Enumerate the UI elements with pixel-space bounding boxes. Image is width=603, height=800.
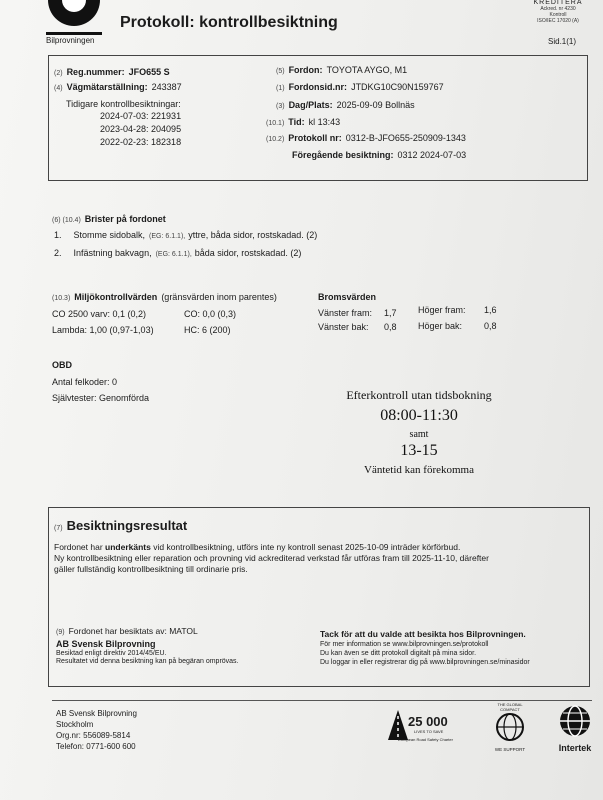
defect-desc: yttre, båda sidor, rostskadad. (2) [188, 230, 318, 240]
defect-number: 2. [54, 248, 62, 258]
retest-stamp [330, 388, 508, 476]
prev-inspection-item: 2022-02-23: 182318 [100, 137, 182, 147]
vin-value: JTDKG10C90N159767 [351, 82, 444, 92]
brand-name: Bilprovningen [46, 36, 95, 45]
env-heading [52, 292, 277, 302]
page-title: Protokoll: kontrollbesiktning [120, 14, 338, 31]
env-co2500: CO 2500 varv: 0,1 (0,2) [52, 309, 147, 319]
brake-left-rear-value: 0,8 [384, 322, 397, 332]
footer-address [56, 708, 137, 752]
field-code: (6) (10.4) [52, 217, 81, 224]
review-note: Resultatet vid denna besiktning kan på begäran omprövas. [56, 658, 239, 665]
seal-text: KREDITERA [533, 0, 583, 6]
inspector: Fordonet har besiktats av: MATOL [68, 626, 198, 636]
time-value: kl 13:43 [308, 117, 341, 127]
charter-sub: LIVES TO SAVE [414, 729, 444, 734]
time-key: Tid: [288, 117, 305, 127]
protocol-number-row [266, 133, 466, 143]
field-code: (5) [276, 68, 285, 75]
defect-item [54, 248, 301, 258]
protocol-value: 0312-B-JFO655-250909-1343 [345, 133, 466, 143]
odometer-row [54, 82, 182, 92]
defect-part: Stomme sidobalk, [73, 230, 146, 240]
result-line [54, 542, 582, 553]
intertek-globe-icon [558, 704, 592, 738]
bilprovningen-logo-icon [46, 0, 102, 36]
stamp-line: samt [409, 429, 429, 440]
stamp-hours: 08:00-11:30 [380, 407, 458, 424]
time-row [266, 117, 340, 127]
defect-part: Infästning bakvagn, [73, 248, 152, 258]
env-co: CO: 0,0 (0,3) [184, 309, 237, 319]
env-lambda: Lambda: 1,00 (0,97-1,03) [52, 325, 154, 335]
charter-number: 25 000 [408, 714, 448, 729]
brake-right-rear-key: Höger bak: [418, 321, 463, 331]
defect-number: 1. [54, 230, 62, 240]
field-code: (7) [54, 525, 63, 532]
field-code: (10.2) [266, 136, 285, 143]
accreditation-seal [520, 0, 596, 32]
result-line: gäller fullständig kontrollbesiktning till ordinarie pris. [54, 564, 248, 574]
field-code: (1) [276, 85, 285, 92]
footer-line: Telefon: 0771-600 600 [56, 742, 136, 751]
inspector-row [56, 626, 198, 636]
brake-left-front-value: 1,7 [384, 308, 397, 318]
prev-inspection-key: Föregående besiktning: [292, 150, 394, 160]
field-code: (4) [54, 85, 63, 92]
stamp-line: Efterkontroll utan tidsbokning [346, 388, 492, 402]
login-note: Du loggar in eller registrerar dig på www.bilprovningen.se/minasidor [320, 659, 530, 666]
defects-title: Brister på fordonet [84, 214, 166, 224]
footer-divider [52, 700, 592, 701]
gc-bottom: WE SUPPORT [494, 747, 526, 752]
prev-inspection-item: 2024-07-03: 221931 [100, 111, 182, 121]
reg-row [54, 67, 170, 77]
intertek-name: Intertek [558, 743, 592, 753]
road-safety-charter-logo [384, 700, 464, 752]
field-code: (10.3) [52, 295, 71, 302]
env-title: Miljökontrollvärden [74, 292, 158, 302]
odometer-value: 243387 [151, 82, 182, 92]
global-compact-logo [488, 702, 532, 754]
defect-desc: båda sidor, rostskadad. (2) [194, 248, 302, 258]
result-text [54, 542, 582, 575]
seal-line: Kontroll [549, 12, 567, 18]
date-place-row [276, 100, 415, 110]
stamp-hours: 13-15 [400, 442, 438, 459]
brake-right-front-value: 1,6 [484, 305, 497, 315]
field-code: (10.1) [266, 120, 285, 127]
obd-faults: Antal felkoder: 0 [52, 377, 118, 387]
defects-heading [52, 214, 166, 224]
result-heading [54, 518, 187, 533]
brake-left-rear-key: Vänster bak: [318, 322, 369, 332]
vehicle-key: Fordon: [288, 65, 323, 75]
charter-text: European Road Safety Charter [398, 737, 453, 742]
reg-key: Reg.nummer: [66, 67, 125, 77]
prev-inspections-title: Tidigare kontrollbesiktningar: [66, 99, 181, 109]
gc-top: THE GLOBAL COMPACT [497, 702, 523, 712]
result-title: Besiktningsresultat [66, 518, 188, 533]
seal-line: Ackred. nr 4230 [540, 6, 576, 12]
date-value: 2025-09-09 Bollnäs [336, 100, 415, 110]
footer-line: Org.nr: 556089-5814 [56, 731, 131, 740]
company-name: AB Svensk Bilprovning [56, 639, 156, 649]
defect-item [54, 230, 317, 240]
stamp-line: Väntetid kan förekomma [364, 464, 474, 476]
defect-ref: (EG: 6.1.1), [149, 233, 186, 240]
obd-title: OBD [52, 360, 72, 370]
footer-line: AB Svensk Bilprovning [56, 709, 137, 718]
brake-right-front-key: Höger fram: [418, 305, 466, 315]
footer-line: Stockholm [56, 720, 94, 729]
field-code: (3) [276, 103, 285, 110]
prev-inspection-value: 0312 2024-07-03 [397, 150, 467, 160]
vin-key: Fordonsid.nr: [288, 82, 348, 92]
page-number: Sid.1(1) [548, 37, 577, 46]
prev-inspection-item: 2023-04-28: 204095 [100, 124, 182, 134]
result-part: vid kontrollbesiktning, utförs inte ny kontroll senast 2025-10-09 inträder körförbud. [150, 542, 461, 552]
vehicle-value: TOYOTA AYGO, M1 [326, 65, 408, 75]
field-code: (9) [56, 629, 65, 636]
defect-ref: (EG: 6.1.1), [155, 251, 192, 258]
brake-right-rear-value: 0,8 [484, 321, 497, 331]
env-hc: HC: 6 (200) [184, 325, 231, 335]
brake-left-front-key: Vänster fram: [318, 308, 373, 318]
obd-selftests: Självtester: Genomförda [52, 393, 150, 403]
odometer-key: Vägmätarställning: [66, 82, 148, 92]
digital-note: Du kan även se ditt protokoll digitalt på mina sidor. [320, 650, 477, 657]
date-key: Dag/Plats: [288, 100, 333, 110]
seal-line: ISO/IEC 17020 (A) [537, 18, 579, 24]
result-verdict: underkänts [105, 542, 151, 552]
protocol-key: Protokoll nr: [288, 133, 342, 143]
vin-row [276, 82, 444, 92]
result-line: Ny kontrollbesiktning eller reparation och provning vid ackrediterad verkstad får utföras fram till 2025-11-10, därefter [54, 553, 489, 563]
vehicle-model-row [276, 65, 407, 75]
intertek-logo [552, 704, 598, 760]
globe-icon [495, 712, 525, 742]
field-code: (2) [54, 70, 63, 77]
reg-value: JFO655 S [128, 67, 170, 77]
info-link: För mer information se www.bilprovningen.se/protokoll [320, 641, 489, 648]
result-part: Fordonet har [54, 542, 106, 552]
env-subtitle: (gränsvärden inom parentes) [161, 292, 277, 302]
prev-inspection-row [292, 150, 466, 160]
thanks-text: Tack för att du valde att besikta hos Bilprovningen. [320, 629, 526, 639]
directive-note: Besiktad enligt direktiv 2014/45/EU. [56, 650, 167, 657]
brakes-title: Bromsvärden [318, 292, 377, 302]
